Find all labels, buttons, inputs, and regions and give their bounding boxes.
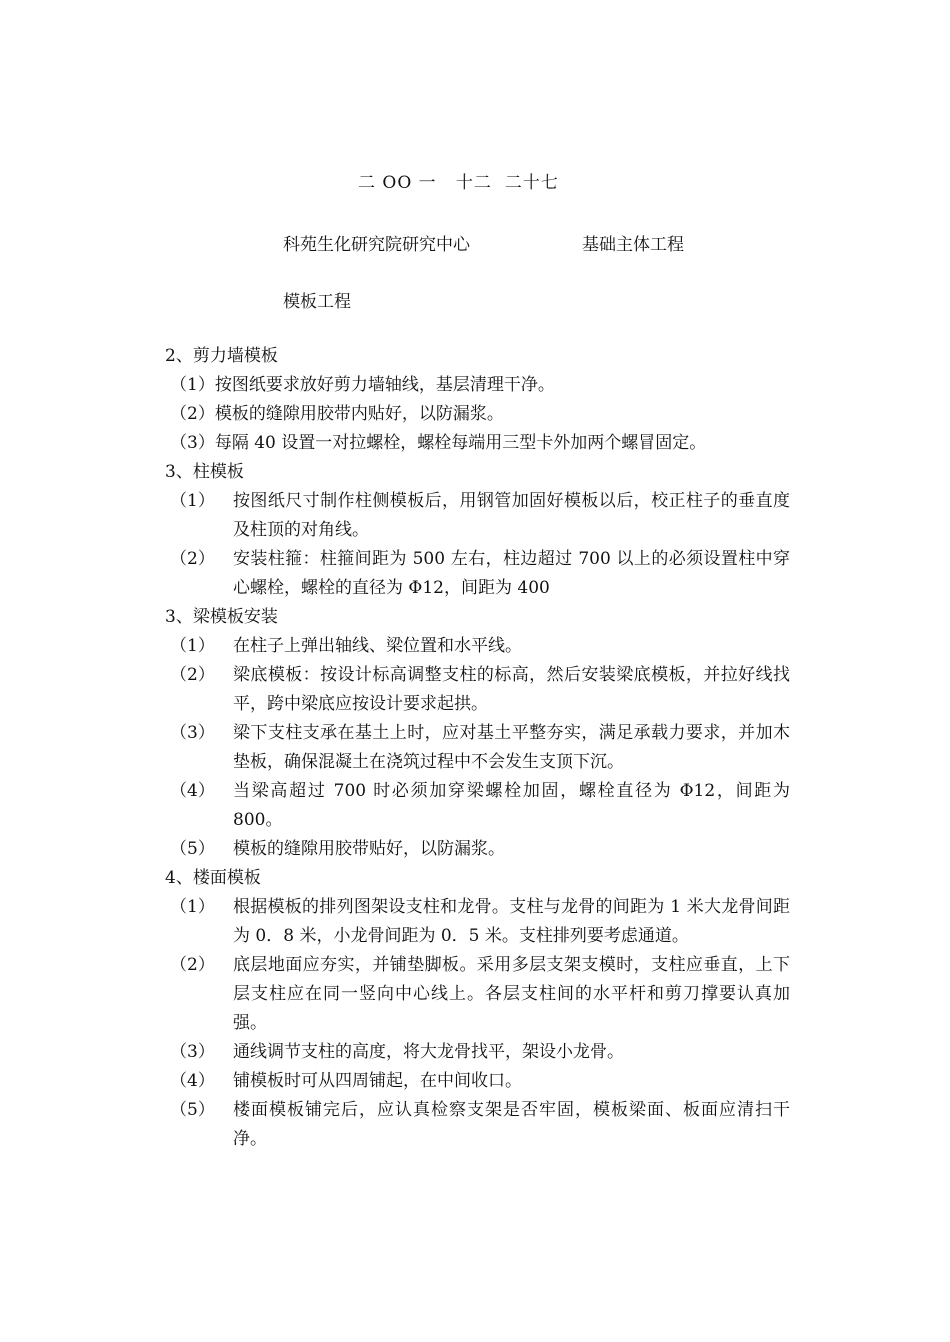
- item-text: 底层地面应夯实，并铺垫脚板。采用多层支架支模时，支柱应垂直，上下层支柱应在同一竖向中心线上。各层支柱间的水平杆和剪刀撑要认真加强。: [233, 955, 790, 1033]
- item-number: （1）: [170, 491, 215, 511]
- item-number: （5）: [170, 1100, 215, 1120]
- sub-part: 模板工程: [283, 292, 351, 312]
- item-text: 铺模板时可从四周铺起，在中间收口。: [233, 1071, 522, 1091]
- section-heading: 2、剪力墙模板: [165, 346, 278, 366]
- item-text: 在柱子上弹出轴线、梁位置和水平线。: [233, 636, 522, 656]
- section-heading: 3、柱模板: [165, 462, 244, 482]
- document-body: [165, 342, 790, 1154]
- project-name: 科苑生化研究院研究中心: [283, 235, 470, 255]
- list-item: [165, 1096, 790, 1154]
- list-item: [165, 1038, 790, 1067]
- item-number: （5）: [170, 839, 215, 859]
- item-number: （2）: [170, 549, 215, 569]
- item-number: （2）: [170, 955, 215, 975]
- item-number: （4）: [170, 1071, 215, 1091]
- item-text: 按图纸尺寸制作柱侧模板后，用钢管加固好模板以后，校正柱子的垂直度及柱顶的对角线。: [233, 491, 790, 540]
- item-text: 梁底模板：按设计标高调整支柱的标高，然后安装梁底模板，并拉好线找平，跨中梁底应按设计要求起拱。: [233, 665, 790, 714]
- item-text: 模板的缝隙用胶带贴好，以防漏浆。: [233, 839, 505, 859]
- item-number: （4）: [170, 781, 215, 801]
- list-item: [165, 661, 790, 719]
- list-item: （3）每隔 40 设置一对拉螺栓，螺栓每端用三型卡外加两个螺冒固定。: [170, 433, 707, 453]
- list-item: [165, 777, 790, 835]
- document-date: 二 OO 一 十二 二十七: [358, 173, 559, 193]
- item-text: 根据模板的排列图架设支柱和龙骨。支柱与龙骨的间距为 1 米大龙骨间距为 0．8 米，小龙骨间距为 0．5 米。支柱排列要考虑通道。: [233, 897, 790, 946]
- section-heading: 3、梁模板安装: [165, 607, 278, 627]
- item-text: 安装柱箍：柱箍间距为 500 左右，柱边超过 700 以上的必须设置柱中穿心螺栓，螺栓的直径为 Φ12，间距为 400: [233, 549, 790, 598]
- item-text: 当梁高超过 700 时必须加穿梁螺栓加固，螺栓直径为 Φ12，间距为 800。: [233, 781, 790, 830]
- list-item: [165, 719, 790, 777]
- item-text: 楼面模板铺完后，应认真检察支架是否牢固，模板梁面、板面应清扫干净。: [233, 1100, 790, 1149]
- item-text: 通线调节支柱的高度，将大龙骨找平，架设小龙骨。: [233, 1042, 624, 1062]
- item-number: （3）: [170, 723, 215, 743]
- item-number: （2）: [170, 665, 215, 685]
- list-item: [165, 632, 790, 661]
- list-item: [165, 487, 790, 545]
- item-number: （1）: [170, 897, 215, 917]
- section-heading: 4、楼面模板: [165, 868, 261, 888]
- list-item: （2）模板的缝隙用胶带内贴好，以防漏浆。: [170, 404, 504, 424]
- item-number: （3）: [170, 1042, 215, 1062]
- list-item: [165, 951, 790, 1038]
- list-item: [165, 893, 790, 951]
- item-number: （1）: [170, 636, 215, 656]
- list-item: [165, 1067, 790, 1096]
- construction-part: 基础主体工程: [582, 235, 684, 255]
- item-text: 梁下支柱支承在基土上时，应对基土平整夯实，满足承载力要求，并加木垫板，确保混凝土在浇筑过程中不会发生支顶下沉。: [233, 723, 790, 772]
- list-item: （1）按图纸要求放好剪力墙轴线，基层清理干净。: [170, 375, 555, 395]
- list-item: [165, 545, 790, 603]
- list-item: [165, 835, 790, 864]
